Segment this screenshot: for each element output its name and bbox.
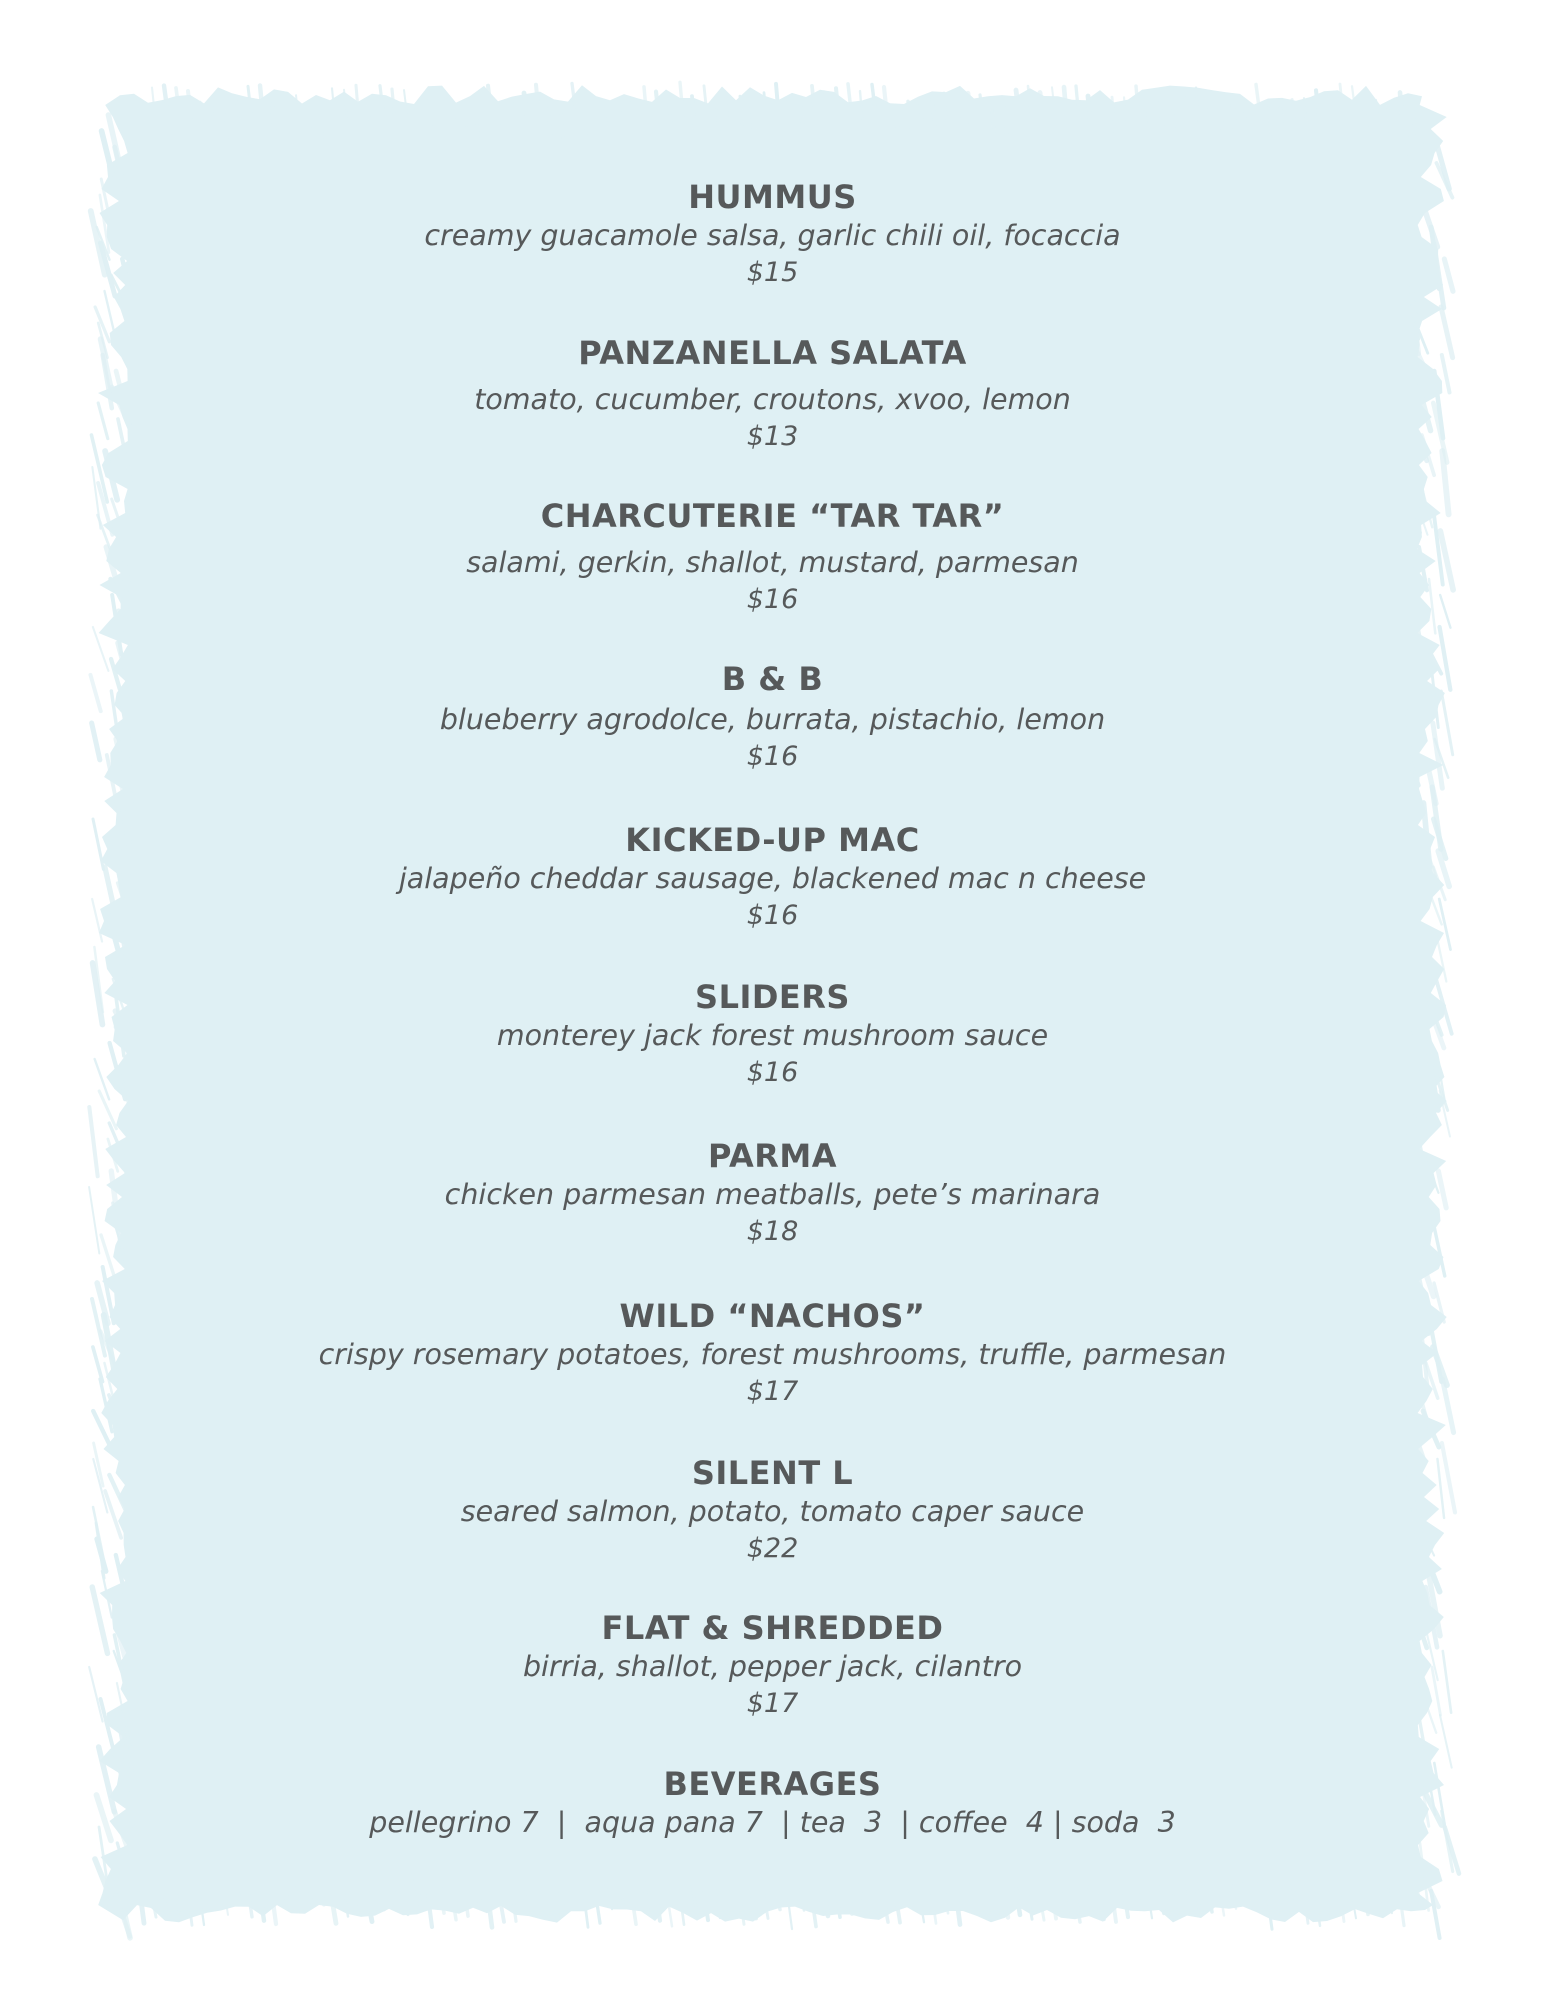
item-price: $18 [746, 1216, 799, 1247]
item-description: chicken parmesan meatballs, pete’s marinara [444, 1178, 1101, 1211]
item-name: PANZANELLA SALATA [578, 334, 967, 372]
menu-item-kicked-up-mac [0, 820, 1545, 934]
item-price: $17 [746, 1688, 799, 1719]
item-name: SILENT L [691, 1454, 854, 1492]
item-price: $16 [746, 1057, 799, 1088]
item-description: jalapeño cheddar sausage, blackened mac n cheese [398, 862, 1147, 895]
beverages-heading: BEVERAGES [663, 1765, 882, 1803]
menu-item-flat-and-shredded [0, 1608, 1545, 1722]
item-price: $15 [746, 257, 799, 288]
item-price: $16 [746, 584, 799, 615]
item-description: monterey jack forest mushroom sauce [496, 1019, 1049, 1052]
item-price: $17 [746, 1376, 799, 1407]
item-description: crispy rosemary potatoes, forest mushrooms, truffle, parmesan [318, 1338, 1227, 1371]
item-description: tomato, cucumber, croutons, xvoo, lemon [474, 383, 1071, 416]
item-name: HUMMUS [688, 178, 857, 216]
menu-item-wild-nachos [0, 1296, 1545, 1410]
item-name: WILD “NACHOS” [619, 1297, 926, 1335]
item-description: salami, gerkin, shallot, mustard, parmesan [466, 546, 1079, 579]
item-name: B & B [721, 660, 824, 698]
menu-item-hummus [0, 177, 1545, 291]
menu-item-parma [0, 1136, 1545, 1250]
item-description: seared salmon, potato, tomato caper sauce [460, 1495, 1085, 1528]
item-description: birria, shallot, pepper jack, cilantro [522, 1650, 1023, 1683]
menu-item-charcuterie-tar-tar [0, 496, 1545, 618]
item-price: $16 [746, 900, 799, 931]
item-name: SLIDERS [695, 978, 850, 1016]
menu-section-beverages [0, 1764, 1545, 1842]
item-name: CHARCUTERIE “TAR TAR” [540, 497, 1005, 535]
item-name: KICKED-UP MAC [625, 821, 920, 859]
menu-item-panzanella-salata [0, 333, 1545, 455]
item-price: $16 [746, 741, 799, 772]
item-price: $13 [746, 421, 799, 452]
item-name: FLAT & SHREDDED [601, 1609, 944, 1647]
menu-item-silent-l [0, 1453, 1545, 1567]
item-name: PARMA [707, 1137, 838, 1175]
beverages-list: pellegrino 7 | aqua pana 7 | tea 3 | coffee 4 | soda 3 [369, 1806, 1176, 1839]
item-price: $22 [746, 1533, 799, 1564]
item-description: creamy guacamole salsa, garlic chili oil, focaccia [424, 219, 1121, 252]
menu-item-sliders [0, 977, 1545, 1091]
menu-item-b-and-b [0, 659, 1545, 775]
item-description: blueberry agrodolce, burrata, pistachio, lemon [439, 703, 1106, 736]
